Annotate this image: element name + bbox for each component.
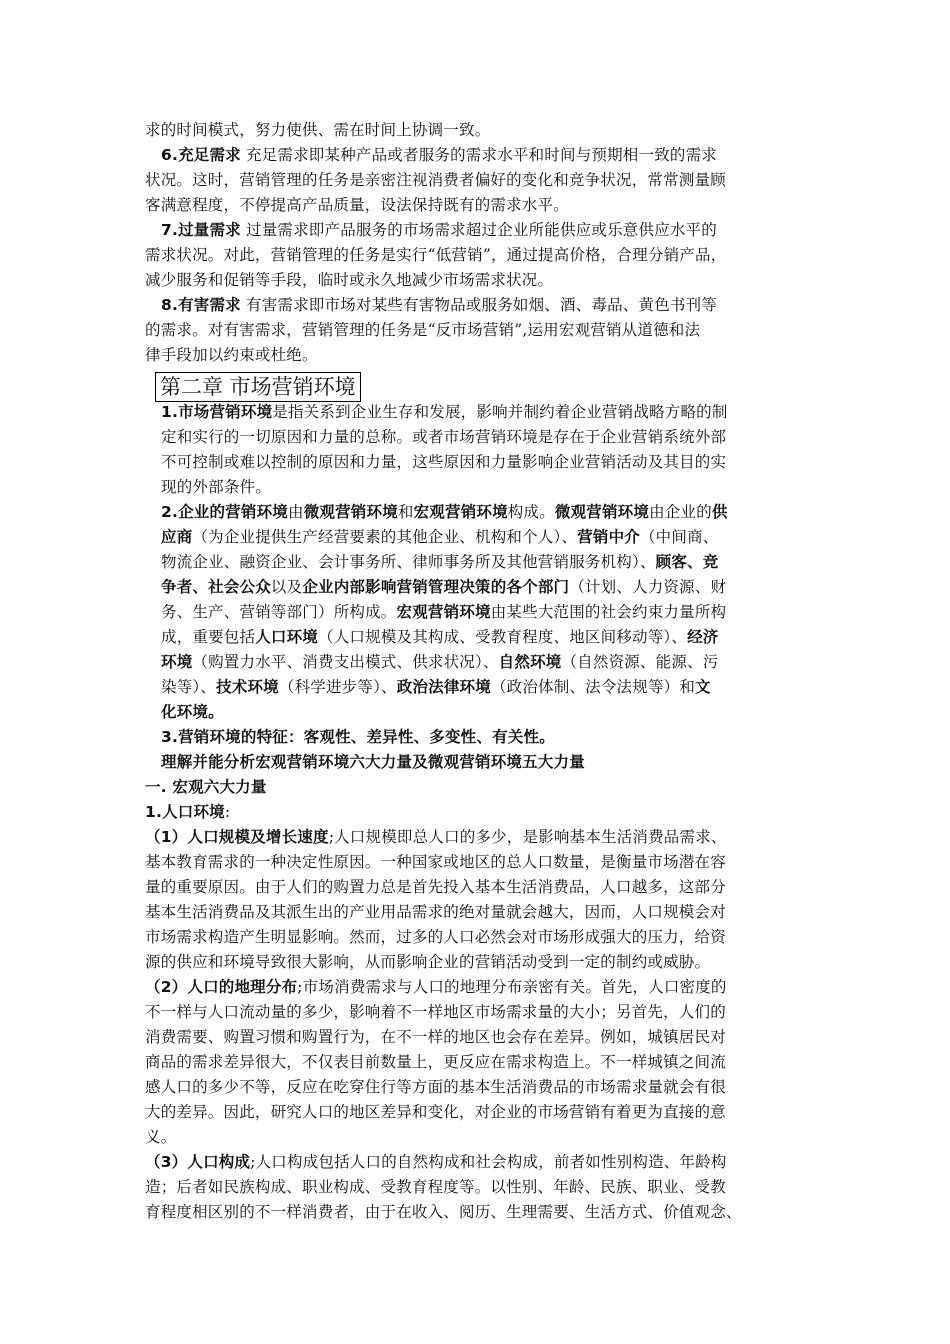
text-line [145, 1050, 815, 1075]
chapter-title: 第二章 市场营销环境 [155, 372, 361, 402]
text-line [145, 950, 815, 975]
bold-text-segment: 政治法律环境 [396, 678, 491, 696]
text-segment: 状况。这时，营销管理的任务是亲密注视消费者偏好的变化和竞争状况，常常测量顾 [145, 171, 726, 189]
text-segment: 染等）、 [161, 678, 217, 696]
bold-text-segment: 顾客、竞 [655, 553, 719, 571]
bold-text-segment: 企业内部影响营销管理决策的各个部门 [302, 578, 570, 596]
text-segment: 感人口的多少不等，反应在吃穿住行等方面的基本生活消费品的市场需求量就会有很 [145, 1078, 726, 1096]
text-line [145, 575, 815, 600]
bold-text-segment: 人口环境 [255, 628, 319, 646]
bold-text-segment: （3）人口构成 [145, 1153, 251, 1171]
bold-text-segment: 2.企业的营销环境 [161, 503, 288, 521]
text-line [145, 1075, 815, 1100]
text-line [145, 450, 815, 475]
text-line [145, 318, 815, 343]
text-line [145, 975, 815, 1000]
text-line [145, 550, 815, 575]
text-line [145, 425, 815, 450]
bold-text-segment: 1.市场营销环境 [161, 403, 273, 421]
text-line [145, 925, 815, 950]
text-line [145, 675, 815, 700]
chapter-heading-wrap [145, 368, 815, 400]
text-segment: 物流企业、融资企业、会计事务所、律师事务所及其他营销服务机构）、 [161, 553, 656, 571]
bold-text-segment: 6.充足需求 [161, 146, 241, 164]
text-segment: 以及 [270, 578, 303, 596]
text-segment: 源的供应和环境导致很大影响，从而影响企业的营销活动受到一定的制约或威胁。 [145, 953, 711, 971]
text-segment: 构成。 [507, 503, 555, 521]
bold-text-segment: 自然环境 [498, 653, 562, 671]
text-segment: 由 [287, 503, 304, 521]
text-segment: （为企业提供生产经营要素的其他企业、机构和个人）、 [192, 528, 578, 546]
text-block-marketing-environment [145, 400, 815, 1225]
bold-text-segment: 7.过量需求 [161, 221, 241, 239]
text-line [145, 218, 815, 243]
bold-text-segment: （1）人口规模及增长速度 [145, 828, 329, 846]
text-segment: 大的差异。因此，研究人口的地区差异和变化，对企业的市场营销有着更为直接的意 [145, 1103, 726, 1121]
text-line [145, 1025, 815, 1050]
text-segment: 成，重要包括 [161, 628, 256, 646]
text-line [145, 168, 815, 193]
text-line [145, 725, 815, 750]
text-line [145, 525, 815, 550]
text-line [145, 875, 815, 900]
bold-text-segment: 一. 宏观六大力量 [145, 778, 267, 796]
text-line [145, 600, 815, 625]
text-line [145, 625, 815, 650]
text-segment: 义。 [145, 1128, 177, 1146]
text-segment: 育程度相区别的不一样消费者，由于在收入、阅历、生理需要、生活方式、价值观念、 [145, 1203, 742, 1221]
text-line [145, 293, 815, 318]
bold-text-segment: 应商 [161, 528, 193, 546]
text-line [145, 700, 815, 725]
text-segment: 商品的需求差异很大，不仅表目前数量上，更反应在需求构造上。不一样城镇之间流 [145, 1053, 726, 1071]
text-segment: （计划、人力资源、财 [569, 578, 727, 596]
text-segment: （人口规模及其构成、受教育程度、地区间移动等）、 [318, 628, 688, 646]
text-line [145, 1100, 815, 1125]
text-segment: ;人口构成包括人口的自然构成和社会构成，前者如性别构造、年龄构 [250, 1153, 727, 1171]
text-segment: 务、生产、营销等部门）所构成。 [161, 603, 397, 621]
text-line [145, 1200, 815, 1225]
bold-text-segment: 微观营销环境 [554, 503, 650, 521]
bold-text-segment: 宏观营销环境 [396, 603, 491, 621]
bold-text-segment: 微观营销环境 [303, 503, 398, 521]
text-segment: （科学进步等）、 [278, 678, 397, 696]
text-segment: 现的外部条件。 [161, 478, 271, 496]
text-segment: （自然资源、能源、污 [561, 653, 719, 671]
text-line [145, 1125, 815, 1150]
bold-text-segment: 宏观营销环境 [413, 503, 508, 521]
bold-text-segment: 供 [711, 503, 728, 521]
text-line [145, 800, 815, 825]
text-line [145, 143, 815, 168]
bold-text-segment: （2）人口的地理分布 [145, 978, 298, 996]
text-segment: 有害需求即市场对某些有害物品或服务如烟、酒、毒品、黄色书刊等 [240, 296, 718, 314]
text-line [145, 775, 815, 800]
text-segment: （中间商、 [639, 528, 719, 546]
text-segment: 需求状况。对此，营销管理的任务是实行“低营销”，通过提高价格，合理分销产品， [145, 246, 727, 264]
text-segment: （政治体制、法令法规等）和 [490, 678, 696, 696]
text-line [145, 118, 815, 143]
text-segment: 过量需求即产品服务的市场需求超过企业所能供应或乐意供应水平的 [240, 221, 718, 239]
text-line [145, 1150, 815, 1175]
text-line [145, 400, 815, 425]
text-line [145, 1000, 815, 1025]
text-block-demand-states [145, 118, 815, 368]
bold-text-segment: 理解并能分析宏观营销环境六大力量及微观营销环境五大力量 [161, 753, 585, 771]
text-segment: 不一样与人口流动量的多少，影响着不一样地区市场需求量的大小；另首先，人们的 [145, 1003, 726, 1021]
text-line [145, 750, 815, 775]
text-line [145, 343, 815, 368]
text-segment: 由企业的 [649, 503, 712, 521]
text-line [145, 825, 815, 850]
bold-text-segment: 1.人口环境 [145, 803, 225, 821]
text-segment: 造；后者如民族构成、职业构成、受教育程度等。以性别、年龄、民族、职业、受教 [145, 1178, 726, 1196]
bold-text-segment: 营销中介 [577, 528, 640, 546]
text-line [145, 475, 815, 500]
text-line [145, 850, 815, 875]
text-segment: 减少服务和促销等手段，临时或永久地减少市场需求状况。 [145, 271, 554, 289]
text-line [145, 500, 815, 525]
text-segment: 律手段加以约束或杜绝。 [145, 346, 318, 364]
text-segment: （购置力水平、消费支出模式、供求状况）、 [192, 653, 499, 671]
text-segment: 量的重要原因。由于人们的购置力总是首先投入基本生活消费品，人口越多，这部分 [145, 878, 726, 896]
text-segment: 客满意程度，不停提高产品质量，设法保持既有的需求水平。 [145, 196, 569, 214]
text-line [145, 243, 815, 268]
bold-text-segment: 环境 [161, 653, 193, 671]
text-segment: 基本生活消费品及其派生出的产业用品需求的绝对量就会越大，因而，人口规模会对 [145, 903, 726, 921]
text-line [145, 268, 815, 293]
text-segment: 不可控制或难以控制的原因和力量，这些原因和力量影响企业营销活动及其目的实 [161, 453, 727, 471]
text-line [145, 193, 815, 218]
bold-text-segment: 争者、社会公众 [161, 578, 271, 596]
text-line [145, 650, 815, 675]
text-segment: 基本教育需求的一种决定性原因。一种国家或地区的总人口数量，是衡量市场潜在容 [145, 853, 726, 871]
bold-text-segment: 经济 [687, 628, 719, 646]
document-page [145, 118, 815, 1225]
bold-text-segment: 文 [695, 678, 711, 696]
bold-text-segment: 3.营销环境的特征：客观性、差异性、多变性、有关性。 [161, 728, 555, 746]
text-segment: 充足需求即某种产品或者服务的需求水平和时间与预期相一致的需求 [240, 146, 718, 164]
text-segment: 市场需求构造产生明显影响。然而，过多的人口必然会对市场形成强大的压力，给资 [145, 928, 726, 946]
text-segment: 求的时间模式，努力使供、需在时间上协调一致。 [145, 121, 491, 139]
text-segment: ;人口规模即总人口的多少，是影响基本生活消费品需求、 [328, 828, 727, 846]
text-segment: 消费需要、购置习惯和购置行为，在不一样的地区也会存在差异。例如，城镇居民对 [145, 1028, 726, 1046]
text-line [145, 1175, 815, 1200]
text-segment: 和 [397, 503, 414, 521]
bold-text-segment: 化环境。 [161, 703, 224, 721]
text-segment: 由某些大范围的社会约束力量所构 [490, 603, 727, 621]
text-segment: : [224, 803, 231, 821]
text-line [145, 900, 815, 925]
text-segment: 定和实行的一切原因和力量的总称。或者市场营销环境是存在于企业营销系统外部 [161, 428, 727, 446]
text-segment: 是指关系到企业生存和发展，影响并制约着企业营销战略方略的制 [272, 403, 728, 421]
text-segment: ;市场消费需求与人口的地理分布亲密有关。首先，人口密度的 [297, 978, 727, 996]
bold-text-segment: 8.有害需求 [161, 296, 241, 314]
text-segment: 的需求。对有害需求，营销管理的任务是“反市场营销”,运用宏观营销从道德和法 [145, 321, 701, 339]
bold-text-segment: 技术环境 [216, 678, 279, 696]
